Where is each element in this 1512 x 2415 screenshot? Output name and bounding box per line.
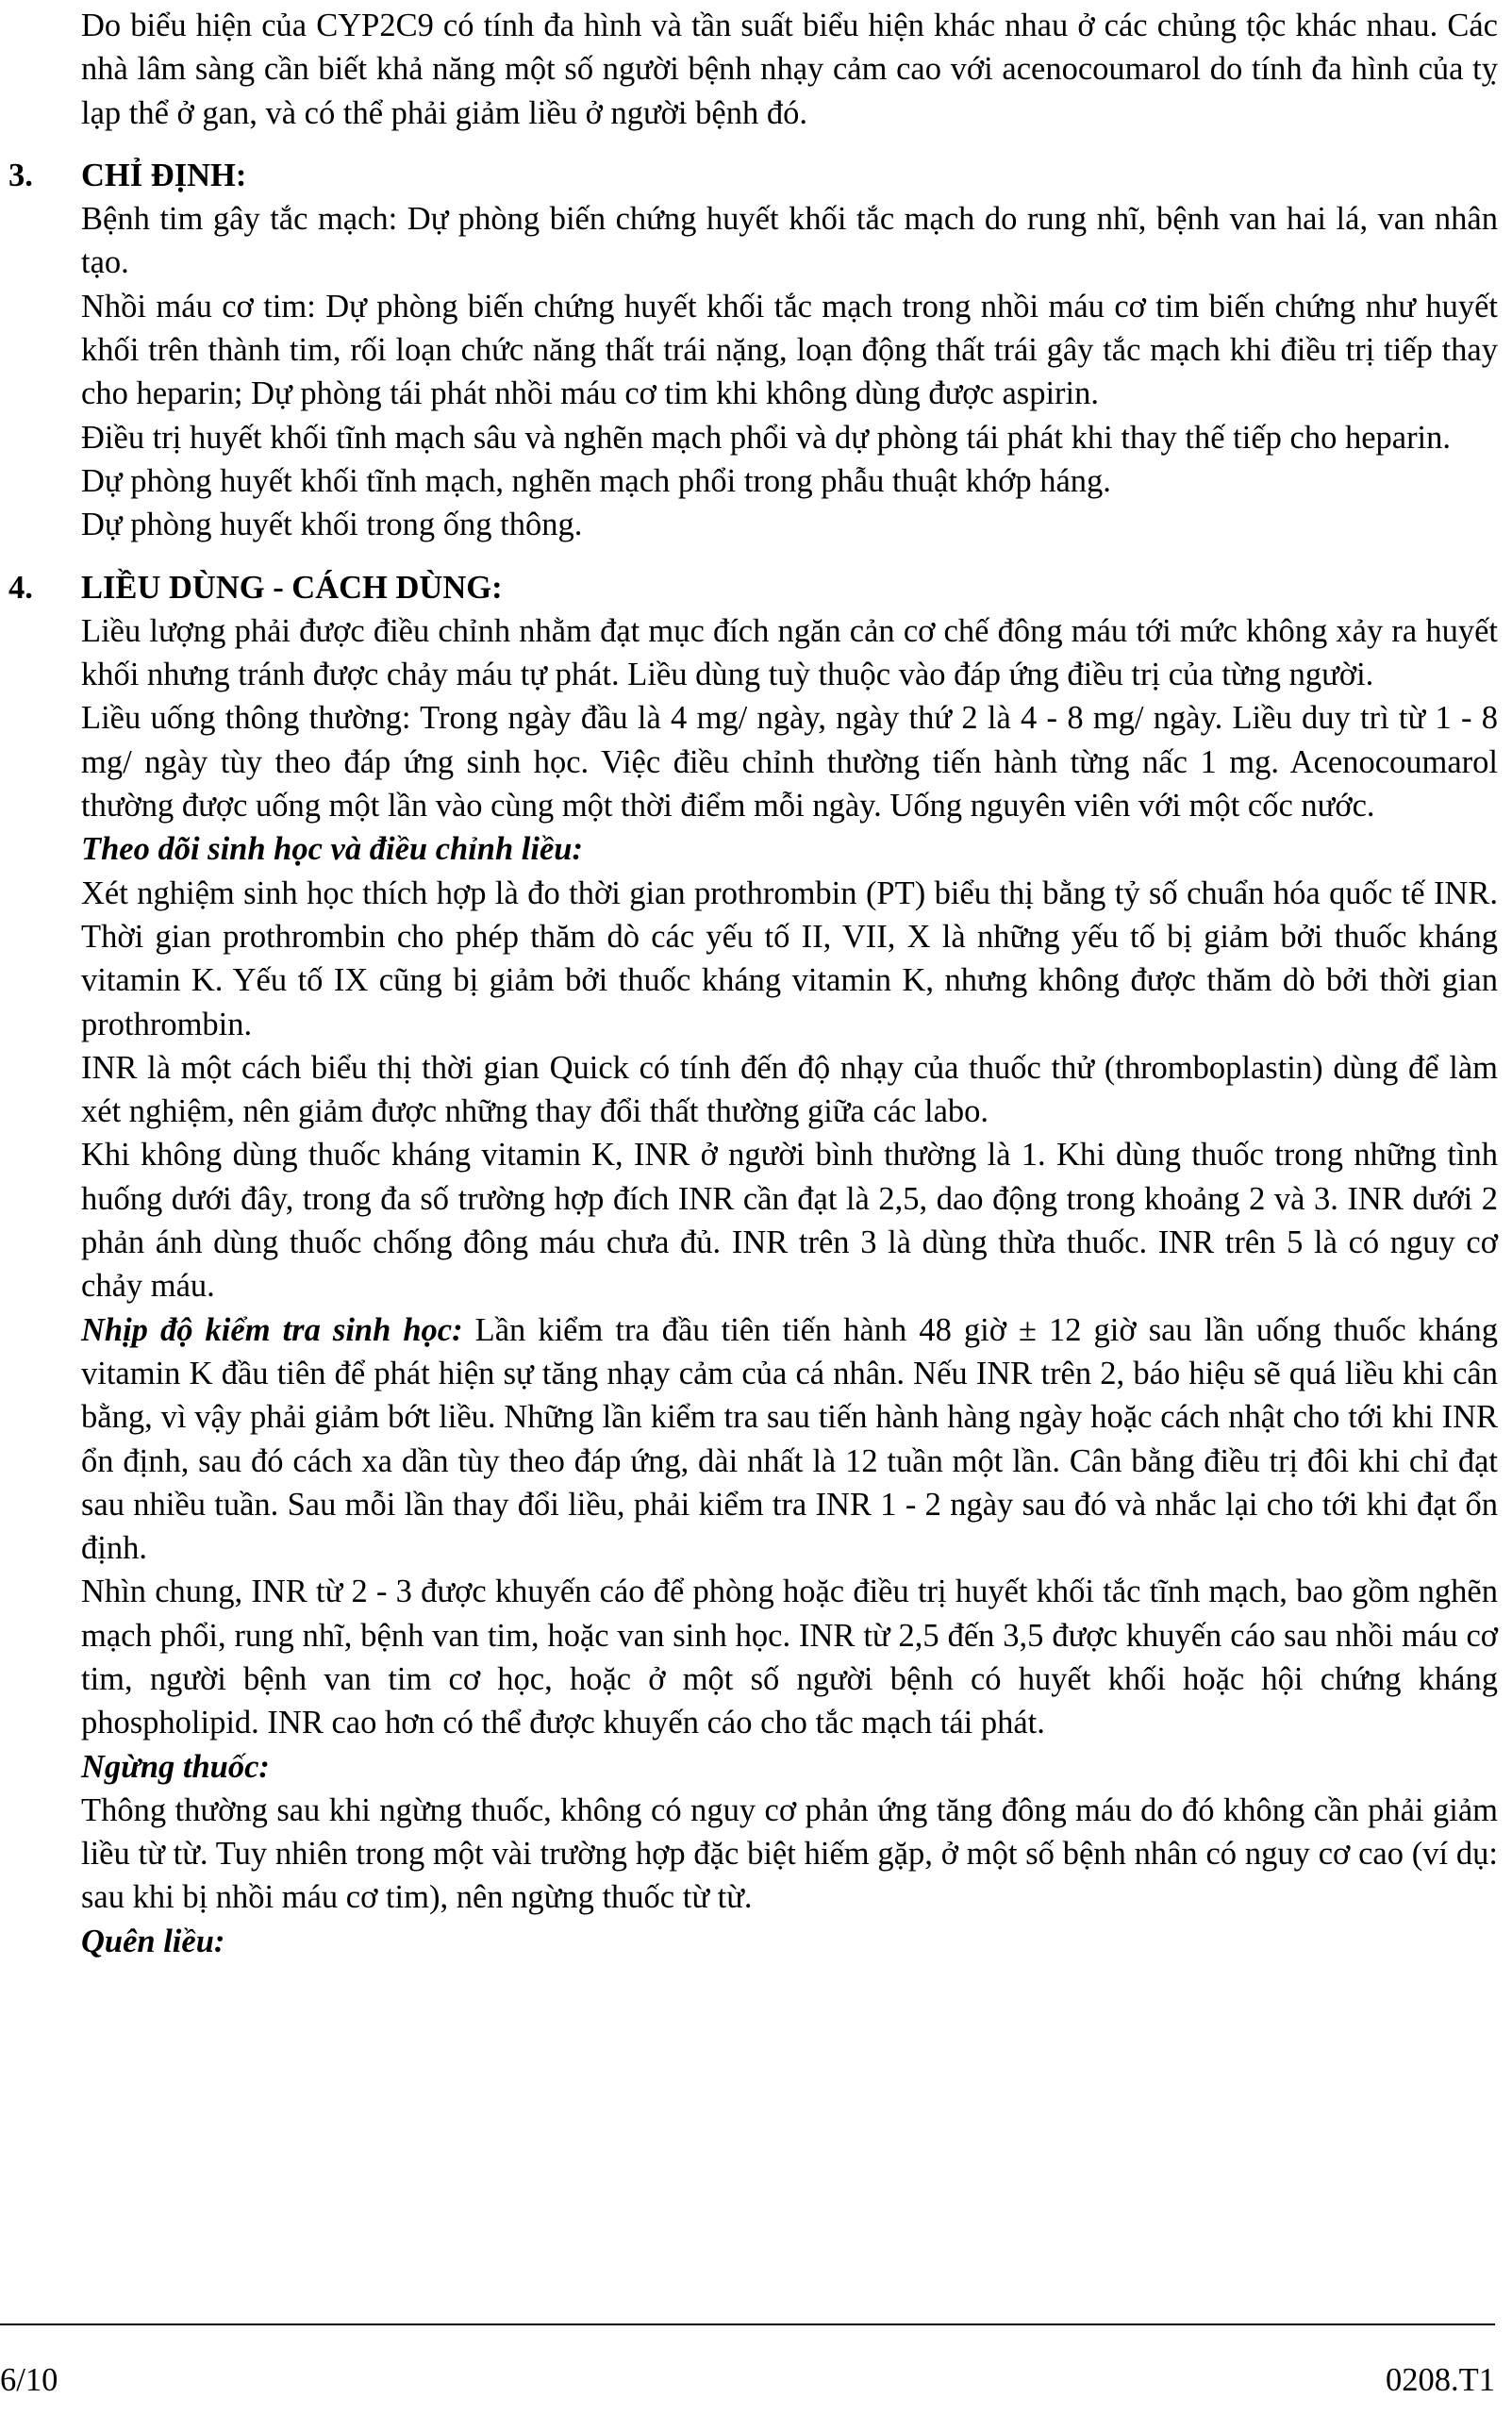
subheading: Quên liều: — [81, 1923, 225, 1959]
subheading: Ngừng thuốc: — [81, 1748, 270, 1785]
paragraph — [81, 1308, 1498, 1571]
subheading: Theo dõi sinh học và điều chỉnh liều: — [81, 831, 583, 868]
page-number: 6/10 — [0, 2362, 58, 2398]
section-chi-dinh — [8, 154, 1498, 547]
paragraph: Nhồi máu cơ tim: Dự phòng biến chứng huyết khối tắc mạch trong nhồi máu cơ tim biến chứng như huyết khối trên thành tim, rối loạn chức năng thất trái nặng, loạn động thất trái gây tắc mạch khi điều trị tiếp thay cho heparin; Dự phòng tái phát nhồi máu cơ tim khi không dùng được aspirin. — [81, 288, 1498, 412]
intro-paragraph: Do biểu hiện của CYP2C9 có tính đa hình và tần suất biểu hiện khác nhau ở các chủng tộc khác nhau. Các nhà lâm sàng cần biết khả năng một số người bệnh nhạy cảm cao với acenocoumarol do tính đa hình của tỵ lạp thể ở gan, và có thể phải giảm liều ở người bệnh đó. — [81, 8, 1498, 131]
footer-divider — [0, 2323, 1495, 2325]
section-number: 3. — [8, 157, 33, 193]
section-number: 4. — [8, 569, 33, 606]
paragraph: Dự phòng huyết khối tĩnh mạch, nghẽn mạch phổi trong phẫu thuật khớp háng. — [81, 462, 1111, 499]
intro-section — [81, 4, 1498, 135]
paragraph: Xét nghiệm sinh học thích hợp là đo thời gian prothrombin (PT) biểu thị bằng tỷ số chuẩn hóa quốc tế INR. Thời gian prothrombin cho phép thăm dò các yếu tố II, VII, X là những yếu tố bị giảm bởi thuốc kháng vitamin K. Yếu tố IX cũng bị giảm bởi thuốc kháng vitamin K, nhưng không được thăm dò bởi thời gian prothrombin. — [81, 874, 1498, 1042]
section-lieu-dung — [8, 566, 1498, 1964]
section-heading — [8, 154, 1498, 197]
document-page — [8, 0, 1498, 1963]
paragraph: Liều lượng phải được điều chỉnh nhằm đạt mục đích ngăn cản cơ chế đông máu tới mức không xảy ra huyết khối nhưng tránh được chảy máu tự phát. Liều dùng tuỳ thuộc vào đáp ứng điều trị của từng người. — [81, 612, 1498, 693]
paragraph: INR là một cách biểu thị thời gian Quick có tính đến độ nhạy của thuốc thử (thromboplastin) dùng để làm xét nghiệm, nên giảm được những thay đổi thất thường giữa các labo. — [81, 1049, 1498, 1130]
paragraph: Liều uống thông thường: Trong ngày đầu là 4 mg/ ngày, ngày thứ 2 là 4 - 8 mg/ ngày. Liều duy trì từ 1 - 8 mg/ ngày tùy theo đáp ứng sinh học. Việc điều chỉnh thường tiến hành từng nấc 1 mg. Acenocoumarol thường được uống một lần vào cùng một thời điểm mỗi ngày. Uống nguyên viên với một cốc nước. — [81, 700, 1498, 824]
inline-heading: Nhịp độ kiểm tra sinh học: — [81, 1311, 463, 1348]
paragraph-body: Lần kiểm tra đầu tiên tiến hành 48 giờ ± 12 giờ sau lần uống thuốc kháng vitamin K đầu tiên để phát hiện sự tăng nhạy cảm của cá nhân. Nếu INR trên 2, báo hiệu sẽ quá liều khi cân bằng, vì vậy phải giảm bớt liều. Những lần kiểm tra sau tiến hành hàng ngày hoặc cách nhật cho tới khi INR ổn định, sau đó cách xa dần tùy theo đáp ứng, dài nhất là 12 tuần một lần. Cân bằng điều trị đôi khi chỉ đạt sau nhiều tuần. Sau mỗi lần thay đổi liều, phải kiểm tra INR 1 - 2 ngày sau đó và nhắc lại cho tới khi đạt ổn định. — [81, 1311, 1498, 1567]
section-heading — [8, 566, 1498, 609]
paragraph: Thông thường sau khi ngừng thuốc, không có nguy cơ phản ứng tăng đông máu do đó không cần phải giảm liều từ từ. Tuy nhiên trong một vài trường hợp đặc biệt hiếm gặp, ở một số bệnh nhân có nguy cơ cao (ví dụ: sau khi bị nhồi máu cơ tim), nên ngừng thuốc từ từ. — [81, 1791, 1498, 1916]
section-title: LIỀU DÙNG - CÁCH DÙNG: — [81, 569, 503, 606]
document-code: 0208.T1 — [1386, 2362, 1495, 2398]
section-title: CHỈ ĐỊNH: — [81, 157, 247, 193]
paragraph: Dự phòng huyết khối trong ống thông. — [81, 507, 583, 543]
paragraph: Điều trị huyết khối tĩnh mạch sâu và nghẽn mạch phổi và dự phòng tái phát khi thay thế tiếp cho heparin. — [81, 419, 1452, 456]
paragraph: Khi không dùng thuốc kháng vitamin K, INR ở người bình thường là 1. Khi dùng thuốc trong những tình huống dưới đây, trong đa số trường hợp đích INR cần đạt là 2,5, dao động trong khoảng 2 và 3. INR dưới 2 phản ánh dùng thuốc chống đông máu chưa đủ. INR trên 3 là dùng thừa thuốc. INR trên 5 là có nguy cơ chảy máu. — [81, 1137, 1498, 1305]
paragraph: Nhìn chung, INR từ 2 - 3 được khuyến cáo để phòng hoặc điều trị huyết khối tắc tĩnh mạch, bao gồm nghẽn mạch phổi, rung nhĩ, bệnh van tim, hoặc van sinh học. INR từ 2,5 đến 3,5 được khuyến cáo sau nhồi máu cơ tim, người bệnh van tim cơ học, hoặc ở một số người bệnh có huyết khối hoặc hội chứng kháng phospholipid. INR cao hơn có thể được khuyến cáo cho tắc mạch tái phát. — [81, 1574, 1498, 1741]
paragraph: Bệnh tim gây tắc mạch: Dự phòng biến chứng huyết khối tắc mạch do rung nhĩ, bệnh van hai lá, van nhân tạo. — [81, 201, 1498, 281]
